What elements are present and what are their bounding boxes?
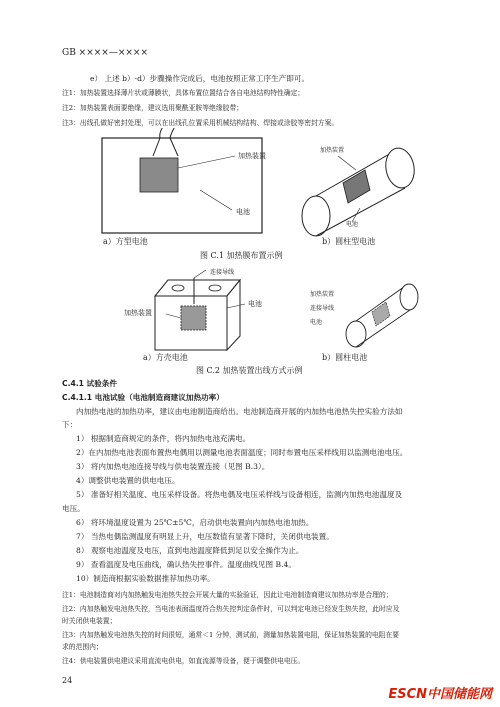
intro-line-2: 下： [62, 420, 78, 429]
step-6: 6） 将环境温度设置为 25℃±5℃，启动供电装置向内加热电池加热。 [76, 518, 314, 527]
step-3: 3） 将内加热电池连接导线与供电装置连接（见图 B.3）。 [76, 462, 270, 471]
section-c411: C.4.1.1 电池试验（电池制造商建议加热功率） [62, 393, 224, 402]
fig2-label-battery: 电池 [248, 300, 262, 308]
step-2: 2）在内加热电池表面布置热电偶用以测量电池表面温度；同时布置电压采样线用以监测电池电压。 [76, 448, 408, 457]
note-3: 注3：出线孔做好密封处理，可以在出线孔位置采用机械结构结构、焊接或涂胶等密封方案。 [62, 119, 339, 127]
fig2-sub-a: a）方壳电池 [143, 353, 188, 362]
step-5-cont: 电压。 [62, 504, 85, 513]
step-8: 8） 观察电池温度及电压，直到电池温度降低到足以安全操作为止。 [76, 546, 304, 555]
step-5: 5） 准备好相关温度、电压采样设备。将热电偶及电压采样线与设备相连，监测内加热电池温度及 [76, 490, 403, 499]
heater-film-cylindrical [343, 170, 370, 203]
page-number: 24 [62, 676, 73, 685]
fig1-label-heater: 加热装置 [238, 152, 266, 160]
wire-right [170, 128, 178, 138]
section-c41: C.4.1 试验条件 [62, 379, 117, 388]
heater-prismatic-c2 [181, 306, 206, 330]
note-1: 注1：加热装置选择薄片状或薄膜状，具体布置位置结合各自电池结构特性确定； [62, 89, 305, 97]
step-4: 4）调整供电装置的供电电压。 [76, 476, 180, 485]
heater-cyl-c2 [372, 302, 390, 326]
fig2-sub-b: b）圆柱电池 [322, 353, 368, 362]
cylinder-far-end [383, 146, 418, 190]
fig1-caption: 图 C.1 加热膜布置示例 [200, 251, 283, 260]
terminal-right [209, 285, 221, 291]
watermark-logo: ESCN中国储能网 [388, 687, 492, 702]
fig2-label-b3: 电池 [310, 319, 323, 326]
bottom-note-1: 注1：电池制造商对内加热触发电池热失控会开展大量的实验验证，因此让电池制造商建议加热功率是合理的； [62, 591, 393, 599]
intro-line-1: 内加热电池的加热功率，建议由电池制造商给出。电池制造商开展的内加热电池热失控实验方法如 [76, 407, 403, 416]
step-7: 7） 当热电偶监测温度有明显上升，电压数值有显著下降时，关闭供电装置。 [76, 532, 334, 541]
fig2-label-b2: 连接导线 [310, 305, 335, 312]
box-top [155, 280, 240, 296]
terminal-left [172, 285, 184, 291]
fig1-label-battery: 电池 [236, 208, 250, 216]
fig1-label-heater-b: 加热装置 [320, 147, 345, 154]
bottom-note-4: 注4：供电装置供电建议采用直流电供电，如直流源等设备，便于调整供电电压。 [62, 657, 305, 665]
heater-film-prismatic [140, 158, 178, 192]
bottom-note-2-cont: 时关闭供电装置； [62, 617, 117, 625]
cyl2-end [346, 321, 366, 347]
leader-wire [194, 270, 206, 278]
wire-left [160, 128, 166, 138]
fig1-sub-a: a）方型电池 [103, 237, 148, 246]
fig2-caption: 图 C.2 加热装置出线方式示例 [196, 366, 303, 375]
bottom-note-3: 注3：内加热触发电池热失控的时间很短，通常＜1 分钟，测试前，测量加热装置电阻，保证加热装置的电阻在要 [62, 631, 400, 639]
step-1: 1） 根据制造商规定的条件，将内加热电池充满电。 [76, 434, 251, 443]
step-9: 9） 查看温度及电压曲线，确认热失控事件。温度曲线见图 B.4。 [76, 560, 296, 569]
fig1-label-battery-b: 电池 [346, 221, 359, 228]
bottom-note-2: 注2：内加热触发电池热失控，当电池表面温度符合热失控判定条件时，可以判定电池已经发生热失控，此时应及 [62, 605, 400, 613]
step-e: e） 上述 b）-d）步骤操作完成后，电池按照正常工序生产即可。 [90, 74, 310, 83]
figure-c2-drawing [60, 268, 440, 353]
fig1-sub-b: b）圆柱型电池 [322, 237, 376, 246]
fig2-label-wire: 连接导线 [210, 269, 235, 276]
cylinder-end [302, 196, 330, 236]
step-10: 10）制造商根据实验数据推荐加热功率。 [76, 574, 215, 583]
leader-heater-b [338, 156, 356, 170]
bottom-note-3-cont: 求的范围内； [62, 643, 103, 651]
cyl2-far-end [400, 284, 418, 310]
note-2: 注2：加热装置表面要绝缘，建议选用聚酰亚胺等绝缘胶带； [62, 104, 244, 112]
fig2-label-b1: 加热装置 [310, 291, 335, 298]
document-header: GB ××××—×××× [62, 48, 148, 58]
fig2-label-heater: 加热装置 [124, 309, 152, 317]
